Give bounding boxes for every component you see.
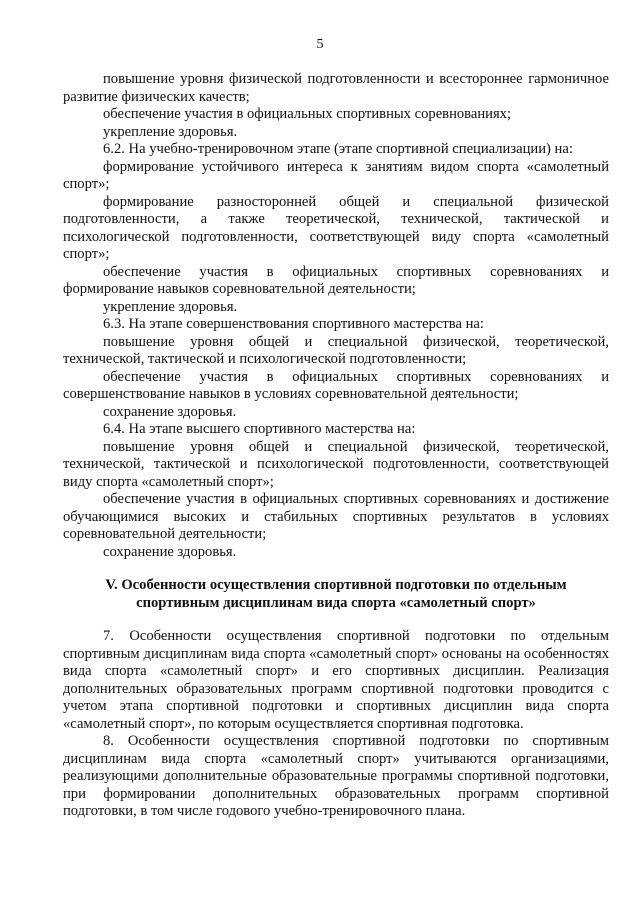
paragraph: повышение уровня физической подготовленности и всестороннее гармоничное развитие физических качеств; [63,71,609,105]
paragraph: формирование устойчивого интереса к занятиям видом спорта «самолетный спорт»; [63,158,609,192]
page-number: 5 [316,37,324,52]
paragraph: 7. Особенности осуществления спортивной подготовки по отдельным спортивным дисциплинам вида спорта «самолетный спорт» основаны на особенностях вида спорта «самолетный спорт» и его спортивных дисциплин. Реализация дополнительных образовательных программ спортивной подготовки проводится с учетом этапа спортивной подготовки и спортивных дисциплин вида спорта «самолетный спорт», по которым осуществляется спортивная подготовка. [63,628,609,732]
paragraph: обеспечение участия в официальных спортивных соревнованиях и достижение обучающимися высоких и стабильных спортивных результатов в условиях соревновательной деятельности; [63,491,609,542]
document-body [63,71,609,821]
section-heading-line-2: спортивным дисциплинам вида спорта «самолетный спорт» [136,594,536,611]
paragraph: повышение уровня общей и специальной физической, теоретической, технической, тактической и психологической подготовленности; [63,333,609,367]
paragraph: сохранение здоровья. [103,543,237,560]
paragraph: формирование разносторонней общей и специальной физической подготовленности, а также теоретической, технической, тактической и психологической подготовленности, соответствующей виду спорта «самолетный спорт»; [63,193,609,262]
paragraph: обеспечение участия в официальных спортивных соревнованиях и формирование навыков соревновательной деятельности; [63,263,609,297]
paragraph: обеспечение участия в официальных спортивных соревнованиях и совершенствование навыков в условиях соревновательной деятельности; [63,368,609,402]
paragraph: 8. Особенности осуществления спортивной подготовки по спортивным дисциплинам вида спорта «самолетный спорт» учитываются организациями, реализующими дополнительные образовательные программы спортивной подготовки, при формировании дополнительных образовательных программ спортивной подготовки, в том числе годового учебно-тренировочного плана. [63,733,609,819]
paragraph: 6.2. На учебно-тренировочном этапе (этапе спортивной специализации) на: [103,141,573,157]
paragraph: 6.4. На этапе высшего спортивного мастерства на: [103,421,416,437]
paragraph: повышение уровня общей и специальной физической, теоретической, технической, тактической и психологической подготовленности, соответствующей виду спорта «самолетный спорт»; [63,438,609,490]
spacer [63,561,609,577]
spacer [63,612,609,628]
paragraph: 6.3. На этапе совершенствования спортивного мастерства на: [103,316,484,332]
paragraph: сохранение здоровья. [103,403,237,420]
paragraph: обеспечение участия в официальных спортивных соревнованиях; [103,106,512,122]
paragraph: укрепление здоровья. [103,298,238,315]
section-heading-line-1: V. Особенности осуществления спортивной подготовки по отдельным [105,577,567,593]
paragraph: укрепление здоровья. [103,123,238,140]
